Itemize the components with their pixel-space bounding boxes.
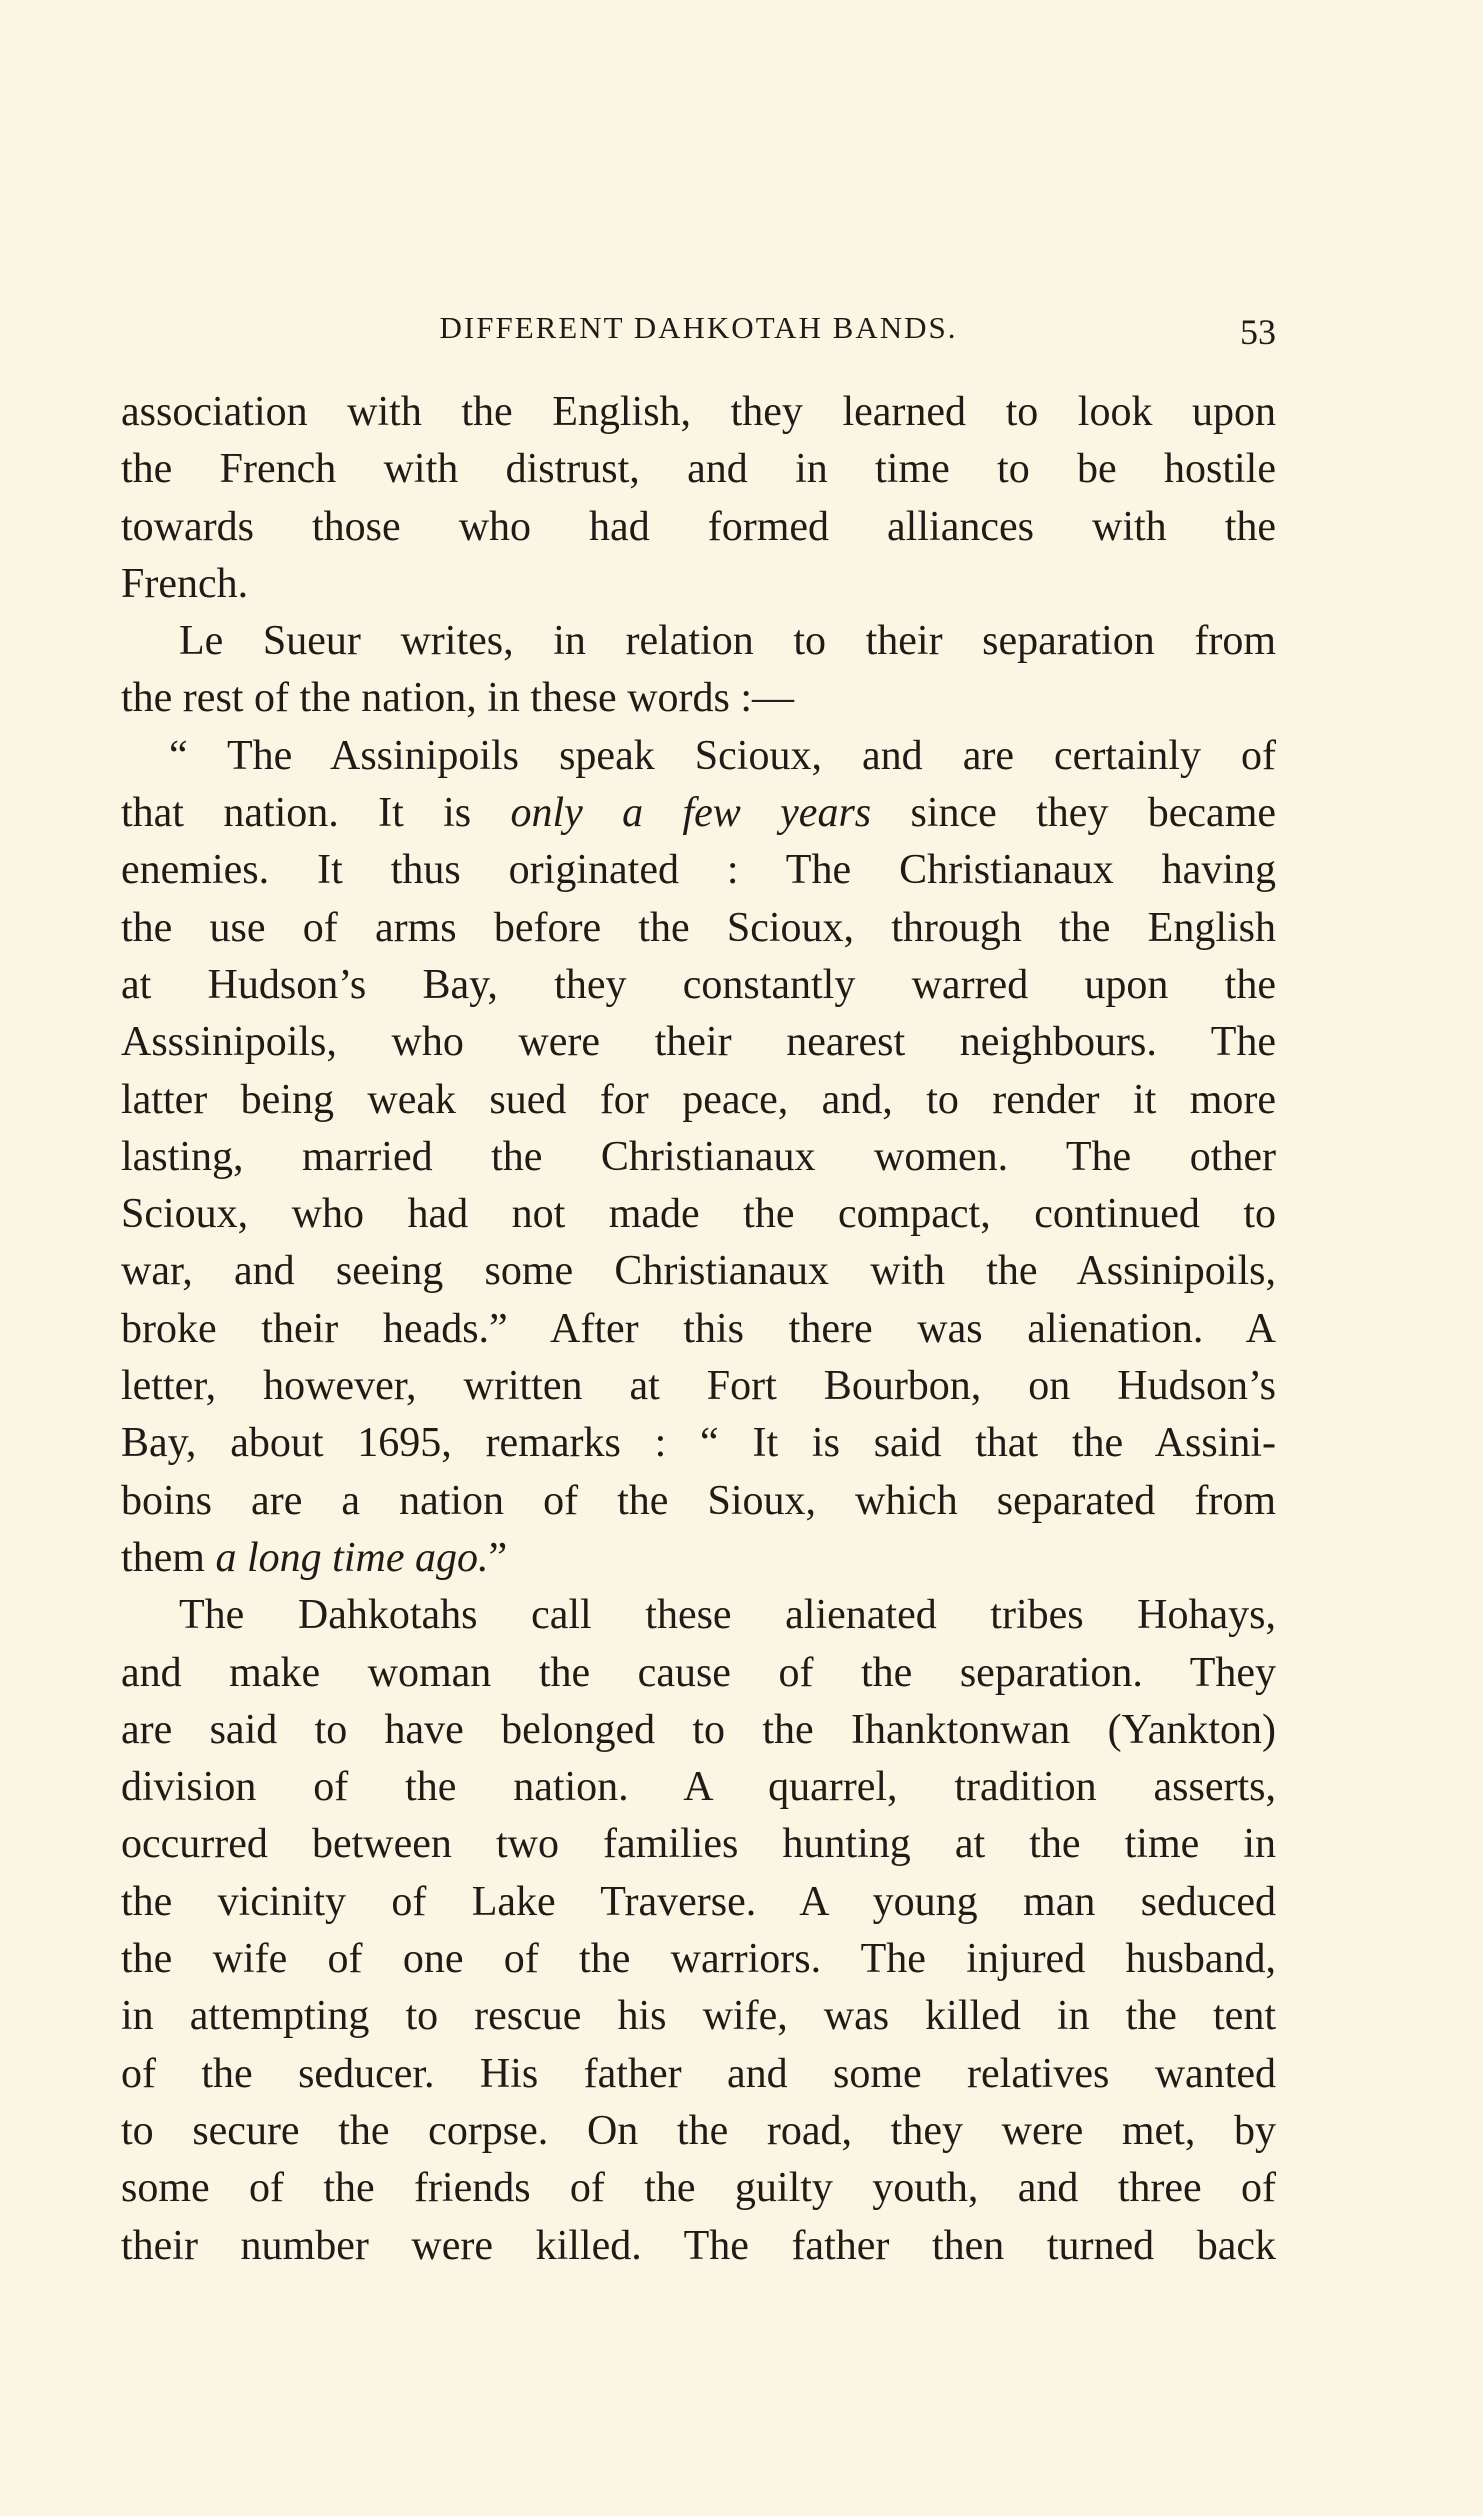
text-line: are said to have belonged to the Ihanktonwan (Yankton) — [121, 1706, 1276, 1753]
text-line: French. — [121, 560, 249, 607]
page-number: 53 — [1240, 312, 1276, 352]
italic-text: only a few years — [510, 790, 872, 837]
body-text — [121, 384, 1276, 2275]
text-line: The Dahkotahs call these alienated tribes Hohays, — [179, 1592, 1276, 1639]
text-line: to secure the corpse. On the road, they were met, by — [121, 2107, 1276, 2154]
text-line: in attempting to rescue his wife, was killed in the tent — [121, 1993, 1276, 2040]
text-line: occurred between two families hunting at the time in — [121, 1821, 1276, 1868]
text-line: towards those who had formed alliances with the — [121, 503, 1276, 550]
running-head — [121, 308, 1276, 354]
text-line: Bay, about 1695, remarks : “ It is said that the Assini- — [121, 1420, 1276, 1467]
text-line: Asssinipoils, who were their nearest neighbours. The — [121, 1019, 1276, 1066]
italic-text: a long time ago. — [215, 1534, 489, 1581]
text-line: association with the English, they learned to look upon — [121, 389, 1276, 435]
text-line: “ The Assinipoils speak Scioux, and are certainly of — [169, 732, 1276, 779]
text-line: the wife of one of the warriors. The injured husband, — [121, 1936, 1276, 1983]
text-line: enemies. It thus originated : The Christianaux having — [121, 847, 1276, 894]
text-line: the rest of the nation, in these words :— — [121, 675, 795, 722]
text-line: the French with distrust, and in time to be hostile — [121, 446, 1276, 493]
text-line: Le Sueur writes, in relation to their separation from — [179, 618, 1276, 665]
text-line: division of the nation. A quarrel, tradition asserts, — [121, 1764, 1276, 1811]
text-run: ” — [488, 1534, 508, 1581]
text-line: the vicinity of Lake Traverse. A young man seduced — [121, 1878, 1276, 1925]
text-line: lasting, married the Christianaux women. The other — [121, 1133, 1276, 1180]
text-run: that nation. It is — [121, 790, 472, 837]
text-line: latter being weak sued for peace, and, to render it more — [121, 1076, 1276, 1123]
text-line: boins are a nation of the Sioux, which separated from — [121, 1477, 1276, 1524]
text-line: and make woman the cause of the separation. They — [121, 1649, 1276, 1696]
text-line — [121, 785, 1276, 842]
text-line: at Hudson’s Bay, they constantly warred upon the — [121, 961, 1276, 1008]
text-line: letter, however, written at Fort Bourbon, on Hudson’s — [121, 1363, 1276, 1410]
running-title: DIFFERENT DAHKOTAH BANDS. — [439, 310, 958, 345]
text-line: the use of arms before the Scioux, through the English — [121, 904, 1276, 951]
text-run: them — [121, 1534, 205, 1581]
text-line: Scioux, who had not made the compact, continued to — [121, 1191, 1276, 1238]
text-run: since they became — [910, 790, 1276, 837]
text-line: war, and seeing some Christianaux with the Assinipoils, — [121, 1248, 1276, 1295]
text-line: broke their heads.” After this there was alienation. A — [121, 1305, 1276, 1352]
text-line: their number were killed. The father then turned back — [121, 2222, 1276, 2269]
text-line: some of the friends of the guilty youth, and three of — [121, 2165, 1276, 2212]
text-line: of the seducer. His father and some relatives wanted — [121, 2050, 1276, 2097]
text-line — [121, 1530, 1276, 1587]
